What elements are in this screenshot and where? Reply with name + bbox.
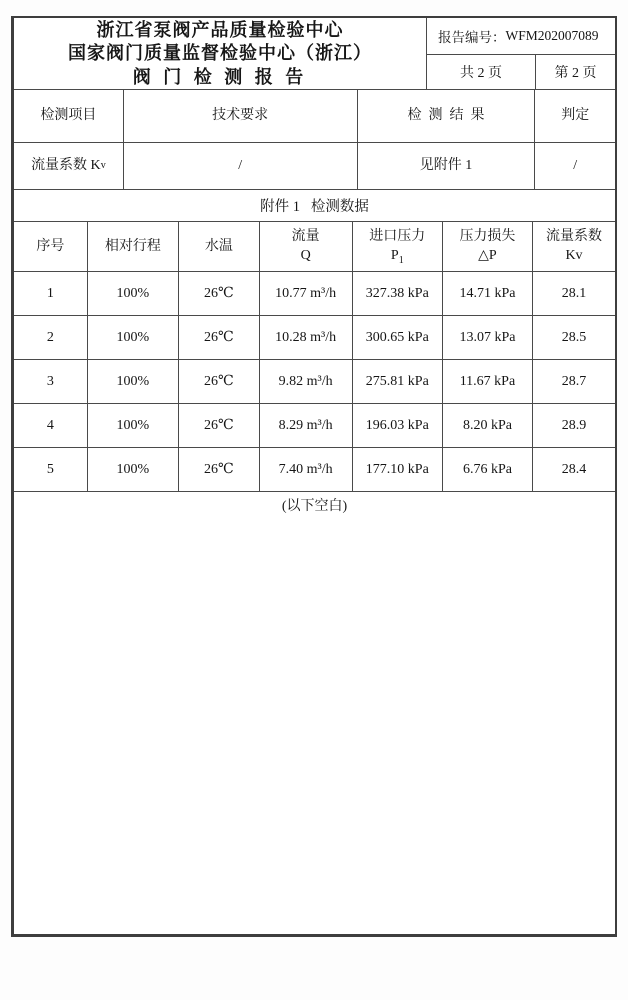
cell-stroke: 100% (87, 316, 178, 359)
col-seq: 序号 (36, 238, 65, 254)
cell-seq: 3 (46, 373, 54, 389)
cell-flow: 10.28 m³/h (259, 316, 352, 359)
col-pressure-loss (442, 222, 532, 271)
cell-stroke: 100% (87, 448, 178, 491)
table-row (14, 316, 615, 360)
cell-temp: 26℃ (178, 316, 259, 359)
cell-kv: 28.9 (532, 404, 615, 447)
cell-loss: 6.76 kPa (442, 448, 532, 491)
attachment-title: 附件 1 检测数据 (14, 190, 615, 222)
summary-item-cell: 流量系数 K v (31, 158, 106, 174)
cell-seq: 2 (46, 329, 54, 345)
header-right-panel (426, 18, 615, 89)
cell-inlet: 196.03 kPa (352, 404, 442, 447)
cell-kv: 28.7 (532, 360, 615, 403)
summary-col-judgement: 判定 (534, 90, 615, 142)
cell-temp: 26℃ (178, 448, 259, 491)
cell-temp: 26℃ (178, 360, 259, 403)
col-inlet-line1: 进口压力 (369, 229, 426, 245)
summary-col-item: 检测项目 (40, 108, 97, 124)
total-pages-cell: 共 2 页 (460, 66, 502, 81)
header-title-block (14, 18, 426, 89)
cell-seq: 5 (46, 461, 54, 477)
col-inlet-line2: $P_1$ (390, 247, 404, 266)
col-flow-line2: Q (300, 247, 311, 263)
col-stroke: 相对行程 (87, 222, 178, 271)
cell-inlet: 177.10 kPa (352, 448, 442, 491)
summary-judgement-cell: / (534, 143, 615, 189)
cell-temp: 26℃ (178, 272, 259, 315)
org-name-line1: 浙江省泵阀产品质量检验中心 (96, 19, 344, 40)
pages-row (427, 55, 615, 89)
header-section (14, 18, 615, 90)
col-kv (532, 222, 615, 271)
cell-stroke: 100% (87, 272, 178, 315)
cell-flow: 9.82 m³/h (259, 360, 352, 403)
cell-flow: 7.40 m³/h (259, 448, 352, 491)
summary-header-row (14, 90, 615, 143)
report-number-label: 报告编号： (438, 30, 506, 45)
cell-flow: 8.29 m³/h (259, 404, 352, 447)
summary-data-row (14, 143, 615, 190)
report-number-cell (427, 18, 615, 55)
cell-inlet: 275.81 kPa (352, 360, 442, 403)
cell-seq: 4 (46, 417, 54, 433)
col-flow (259, 222, 352, 271)
org-name-line2: 国家阀门质量监督检验中心（浙江） (68, 43, 372, 64)
blank-below-note: (以下空白) (281, 499, 348, 514)
report-document-frame (11, 16, 617, 937)
summary-result-cell: 见附件 1 (357, 143, 535, 189)
current-page-cell: 第 2 页 (535, 55, 615, 89)
cell-inlet: 300.65 kPa (352, 316, 442, 359)
document-title: 阀 门 检 测 报 告 (132, 66, 308, 87)
cell-stroke: 100% (87, 404, 178, 447)
col-flow-line1: 流量 (291, 229, 320, 245)
cell-loss: 11.67 kPa (442, 360, 532, 403)
cell-seq: 1 (46, 285, 54, 301)
summary-item-text: 流量系数 K (31, 158, 101, 174)
col-loss-line2: △P (478, 247, 497, 263)
table-row (14, 404, 615, 448)
cell-flow: 10.77 m³/h (259, 272, 352, 315)
cell-inlet: 327.38 kPa (352, 272, 442, 315)
cell-loss: 14.71 kPa (442, 272, 532, 315)
summary-requirement-cell: / (123, 143, 357, 189)
cell-loss: 8.20 kPa (442, 404, 532, 447)
attachment-header-row (14, 222, 615, 272)
col-inlet-pressure (352, 222, 442, 271)
summary-col-result: 检 测 结 果 (357, 90, 535, 142)
col-kv-line2: Kv (565, 247, 583, 263)
blank-remainder-area (14, 492, 615, 934)
table-row (14, 448, 615, 492)
cell-kv: 28.5 (532, 316, 615, 359)
cell-loss: 13.07 kPa (442, 316, 532, 359)
table-row (14, 360, 615, 404)
report-number-value: WFM202007089 (505, 28, 599, 43)
col-temp: 水温 (178, 222, 259, 271)
col-loss-line1: 压力损失 (459, 229, 516, 245)
col-kv-line1: 流量系数 (546, 229, 602, 245)
cell-kv: 28.1 (532, 272, 615, 315)
cell-temp: 26℃ (178, 404, 259, 447)
summary-col-requirement: 技术要求 (123, 90, 357, 142)
cell-kv: 28.4 (532, 448, 615, 491)
cell-stroke: 100% (87, 360, 178, 403)
table-row (14, 272, 615, 316)
